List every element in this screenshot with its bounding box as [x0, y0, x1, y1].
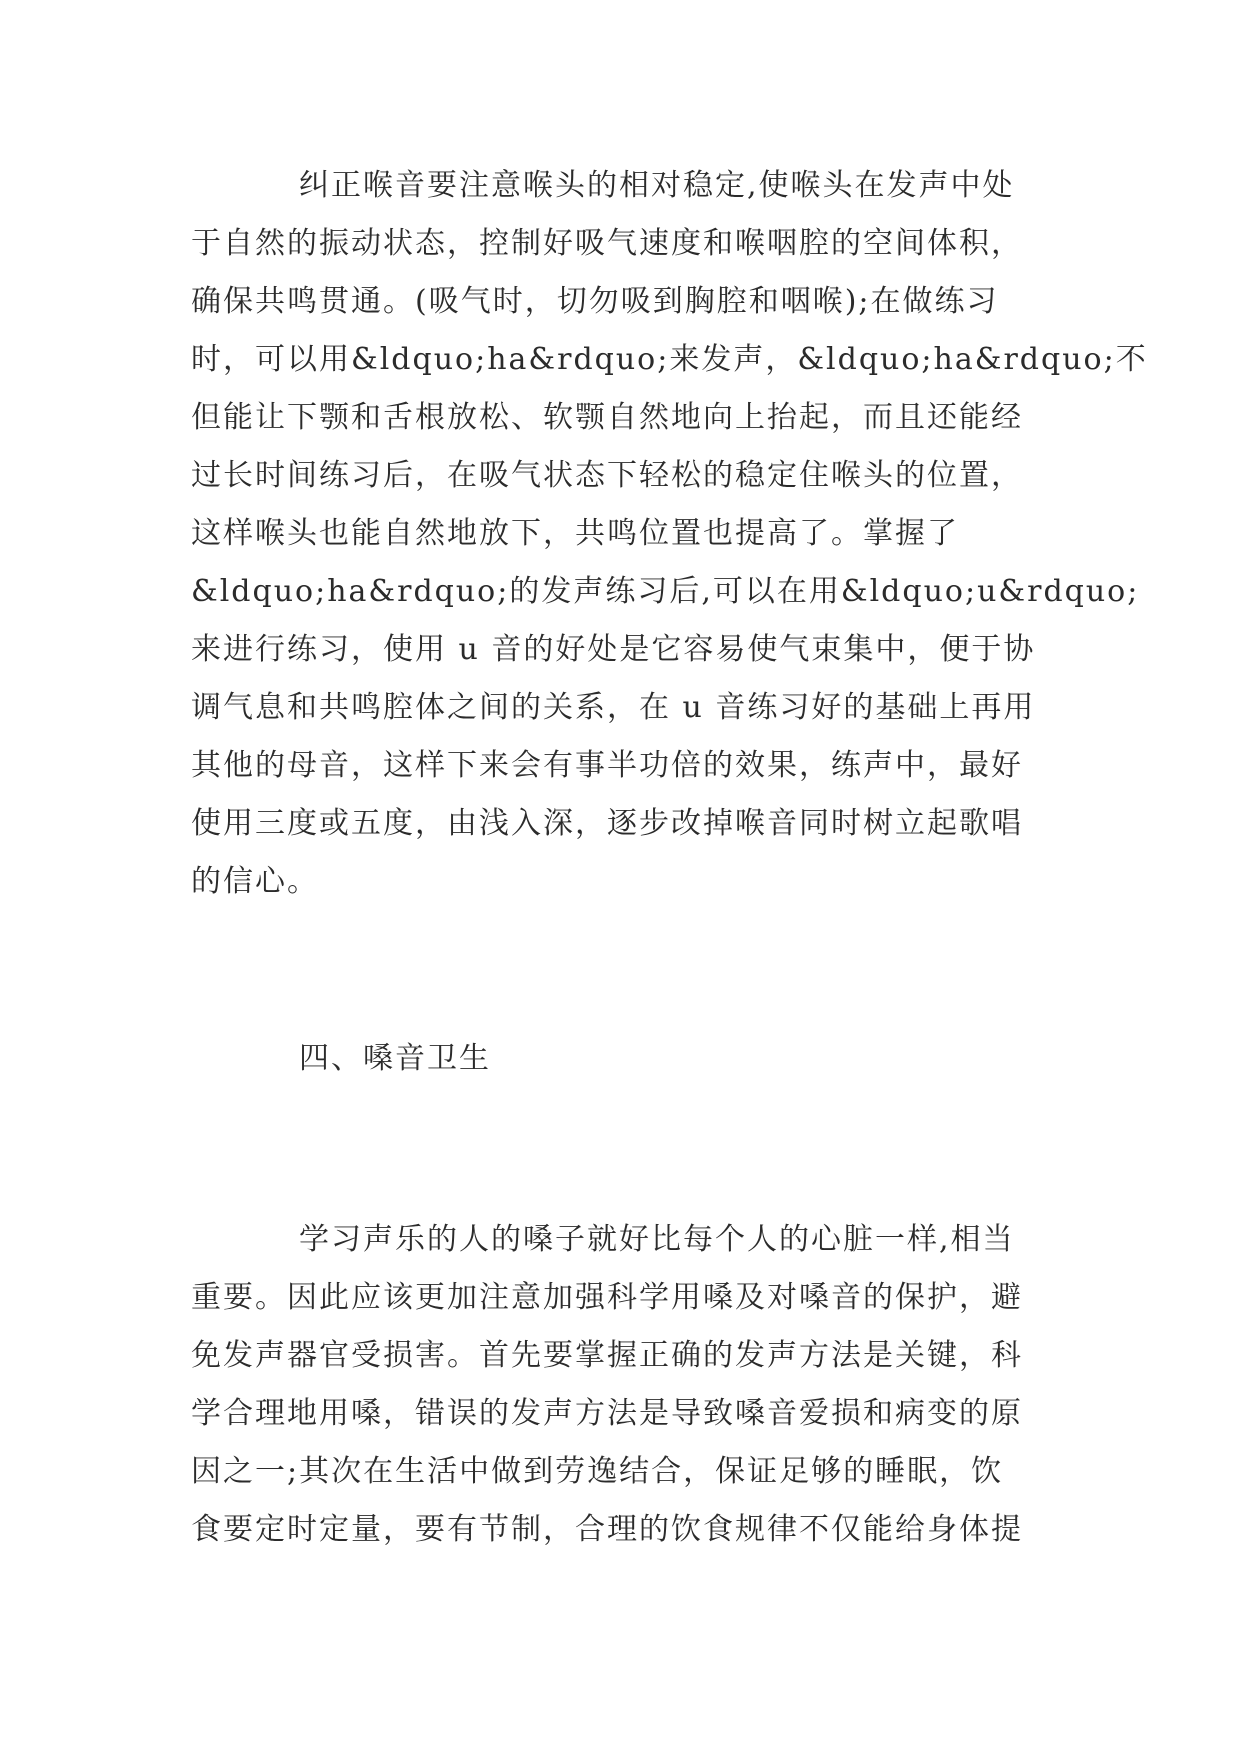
paragraph-line: 时，可以用&ldquo;ha&rdquo;来发声，&ldquo;ha&rdquo;不 [191, 342, 1148, 377]
paragraph-line: &ldquo;ha&rdquo;的发声练习后,可以在用&ldquo;u&rdquo; [191, 574, 1140, 609]
paragraph-line: 因之一;其次在生活中做到劳逸结合，保证足够的睡眠，饮 [191, 1454, 1004, 1489]
paragraph-laryngeal-correction [191, 157, 1148, 911]
paragraph-line: 来进行练习，使用 u 音的好处是它容易使气束集中，便于协 [191, 632, 1036, 667]
paragraph-line: 食要定时定量，要有节制，合理的饮食规律不仅能给身体提 [191, 1512, 1023, 1547]
paragraph-line: 重要。因此应该更加注意加强科学用嗓及对嗓音的保护，避 [191, 1280, 1023, 1315]
paragraph-line: 确保共鸣贯通。(吸气时，切勿吸到胸腔和咽喉);在做练习 [191, 284, 999, 319]
paragraph-voice-protection [191, 1211, 1071, 1559]
paragraph-line: 但能让下颚和舌根放松、软颚自然地向上抬起，而且还能经 [191, 400, 1023, 435]
paragraph-line: 于自然的振动状态，控制好吸气速度和喉咽腔的空间体积， [191, 226, 1023, 261]
paragraph-line: 调气息和共鸣腔体之间的关系，在 u 音练习好的基础上再用 [191, 690, 1036, 725]
section-heading-voice-hygiene [191, 1030, 1071, 1088]
paragraph-line: 的信心。 [191, 864, 319, 899]
paragraph-line: 纠正喉音要注意喉头的相对稳定,使喉头在发声中处 [299, 168, 1015, 203]
paragraph-line: 免发声器官受损害。首先要掌握正确的发声方法是关键，科 [191, 1338, 1023, 1373]
paragraph-line: 学合理地用嗓，错误的发声方法是导致嗓音爱损和病变的原 [191, 1396, 1023, 1431]
paragraph-line: 这样喉头也能自然地放下，共鸣位置也提高了。掌握了 [191, 516, 959, 551]
section-heading-text: 四、嗓音卫生 [299, 1041, 491, 1076]
paragraph-line: 学习声乐的人的嗓子就好比每个人的心脏一样,相当 [299, 1222, 1015, 1257]
paragraph-line: 过长时间练习后，在吸气状态下轻松的稳定住喉头的位置， [191, 458, 1023, 493]
paragraph-line: 其他的母音，这样下来会有事半功倍的效果，练声中，最好 [191, 748, 1023, 783]
paragraph-line: 使用三度或五度，由浅入深，逐步改掉喉音同时树立起歌唱 [191, 806, 1023, 841]
